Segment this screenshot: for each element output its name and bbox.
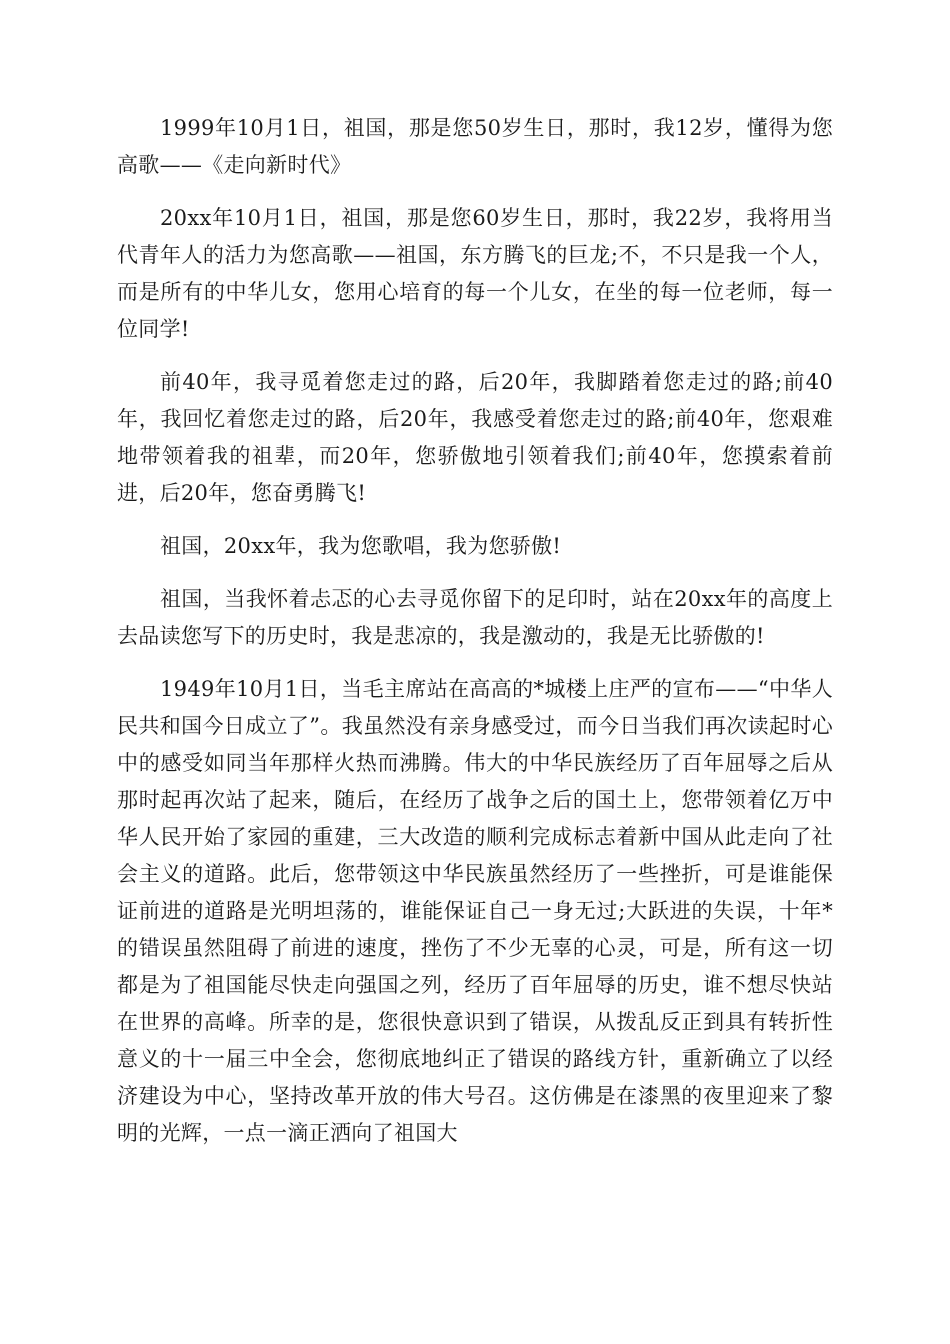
document-body: [117, 110, 833, 1168]
paragraph: 1949年10月1日，当毛主席站在高高的*城楼上庄严的宣布——“中华人民共和国今日成立了”。我虽然没有亲身感受过，而今日当我们再次读起时心中的感受如同当年那样火热而沸腾。伟大的中华民族经历了百年屈辱之后从那时起再次站了起来，随后，在经历了战争之后的国土上，您带领着亿万中华人民开始了家园的重建，三大改造的顺利完成标志着新中国从此走向了社会主义的道路。此后，您带领这中华民族虽然经历了一些挫折，可是谁能保证前进的道路是光明坦荡的，谁能保证自己一身无过;大跃进的失误，十年*的错误虽然阻碍了前进的速度，挫伤了不少无辜的心灵，可是，所有这一切都是为了祖国能尽快走向强国之列，经历了百年屈辱的历史，谁不想尽快站在世界的高峰。所幸的是，您很快意识到了错误，从拨乱反正到具有转折性意义的十一届三中全会，您彻底地纠正了错误的路线方针，重新确立了以经济建设为中心，坚持改革开放的伟大号召。这仿佛是在漆黑的夜里迎来了黎明的光辉，一点一滴正洒向了祖国大: [117, 677, 833, 1145]
paragraph: 祖国，当我怀着忐忑的心去寻觅你留下的足印时，站在20xx年的高度上去品读您写下的历史时，我是悲凉的，我是激动的，我是无比骄傲的!: [117, 587, 833, 648]
paragraph: 前40年，我寻觅着您走过的路，后20年，我脚踏着您走过的路;前40年，我回忆着您走过的路，后20年，我感受着您走过的路;前40年，您艰难地带领着我的祖辈，而20年，您骄傲地引领着我们;前40年，您摸索着前进，后20年，您奋勇腾飞!: [117, 370, 833, 505]
paragraph: 祖国，20xx年，我为您歌唱，我为您骄傲!: [160, 534, 562, 558]
paragraph: 20xx年10月1日，祖国，那是您60岁生日，那时，我22岁，我将用当代青年人的活力为您高歌——祖国，东方腾飞的巨龙;不，不只是我一个人，而是所有的中华儿女，您用心培育的每一个儿女，在坐的每一位老师，每一位同学!: [117, 206, 833, 341]
paragraph: 1999年10月1日，祖国，那是您50岁生日，那时，我12岁，懂得为您高歌——《走向新时代》: [117, 116, 833, 177]
